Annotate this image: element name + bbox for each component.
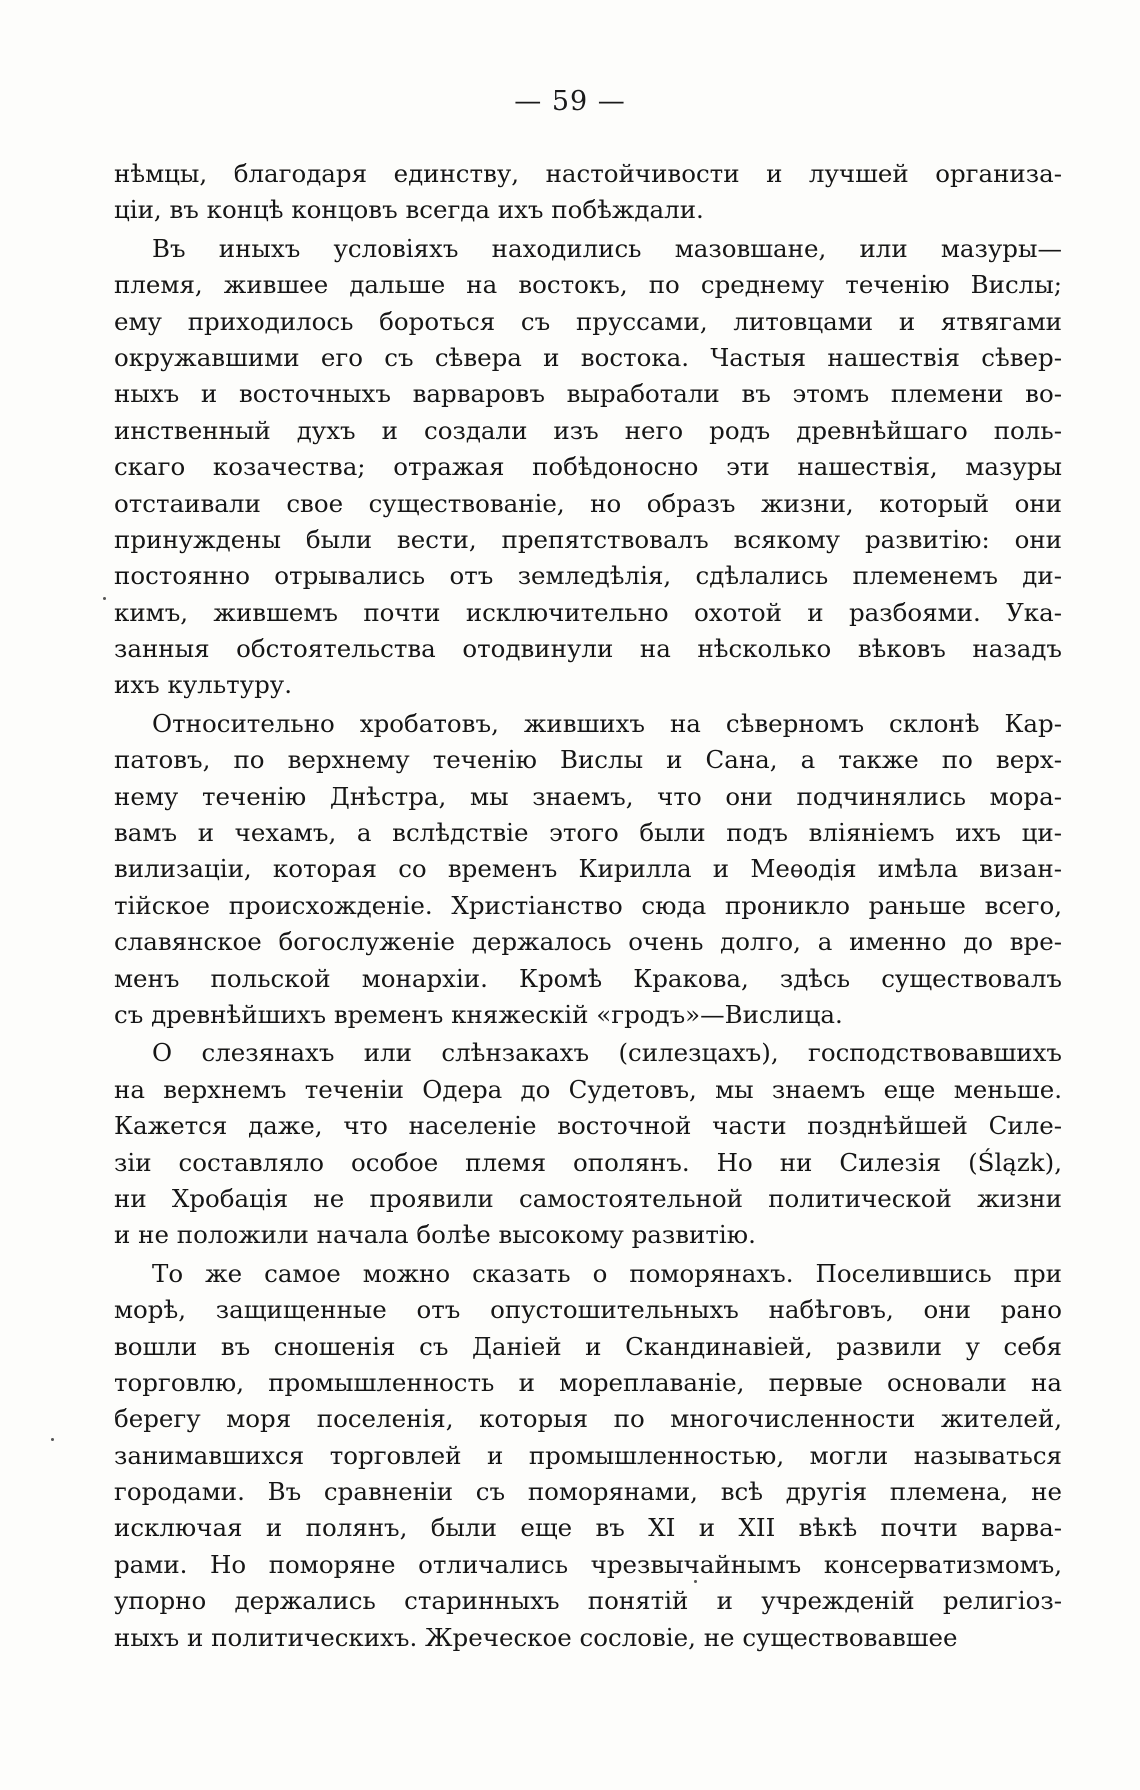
- paragraph: [114, 1256, 1062, 1656]
- text-line: постоянно отрывались отъ земледѣлія, сдѣлались племенемъ ди-: [114, 561, 1062, 591]
- text-line: ихъ культуру.: [114, 670, 293, 700]
- print-speck: [51, 1438, 54, 1441]
- text-line: инственный духъ и создали изъ него родъ древнѣйшаго поль-: [114, 415, 1062, 445]
- text-line: нему теченію Днѣстра, мы знаемъ, что они подчинялись мора-: [114, 781, 1062, 811]
- text-line: рами. Но поморяне отличались чрезвычайнымъ консерватизмомъ,: [114, 1549, 1062, 1579]
- paragraph: [114, 231, 1062, 704]
- text-line: морѣ, защищенные отъ опустошительныхъ набѣговъ, они рано: [114, 1295, 1062, 1325]
- text-line: Кажется даже, что населеніе восточной части позднѣйшей Силе-: [114, 1111, 1062, 1141]
- paragraph: [114, 1035, 1062, 1253]
- text-line: городами. Въ сравненіи съ поморянами, всѣ другія племена, не: [114, 1477, 1062, 1507]
- text-line: берегу моря поселенія, которыя по многочисленности жителей,: [114, 1404, 1062, 1434]
- text-line: То же самое можно сказать о поморянахъ. Поселившись при: [152, 1258, 1062, 1288]
- text-line: племя, жившее дальше на востокъ, по среднему теченію Вислы;: [114, 270, 1062, 300]
- text-line: ціи, въ концѣ концовъ всегда ихъ побѣждали.: [114, 195, 704, 225]
- paragraph: [114, 706, 1062, 1034]
- text-line: вошли въ сношенія съ Даніей и Скандинавіей, развили у себя: [114, 1331, 1062, 1361]
- text-line: вамъ и чехамъ, а вслѣдствіе этого были подъ вліяніемъ ихъ ци-: [114, 818, 1062, 848]
- text-line: ныхъ и восточныхъ варваровъ выработали въ этомъ племени во-: [114, 379, 1062, 409]
- paragraph: [114, 156, 1062, 229]
- print-speck: [103, 597, 106, 600]
- text-line: скаго козачества; отражая побѣдоносно эти нашествія, мазуры: [114, 452, 1062, 482]
- text-line: принуждены были вести, препятствовалъ всякому развитію: они: [114, 524, 1062, 554]
- page-number: — 59 —: [514, 86, 626, 117]
- text-line: и не положили начала болѣе высокому развитію.: [114, 1220, 756, 1250]
- text-line: ему приходилось бороться съ пруссами, литовцами и ятвягами: [114, 306, 1062, 336]
- text-line: занимавшихся торговлей и промышленностью, могли называться: [114, 1440, 1062, 1470]
- text-line: славянское богослуженіе держалось очень долго, а именно до вре-: [114, 927, 1062, 957]
- text-line: торговлю, промышленность и мореплаваніе, первые основали на: [114, 1367, 1062, 1397]
- text-line: ни Хробація не проявили самостоятельной политической жизни: [114, 1183, 1062, 1213]
- text-line: съ древнѣйшихъ временъ княжескій «гродъ»—Вислица.: [114, 999, 843, 1029]
- text-line: кимъ, жившемъ почти исключительно охотой и разбоями. Ука-: [114, 597, 1062, 627]
- text-line: зіи составляло особое племя ополянъ. Но ни Силезія (Ślązk),: [114, 1147, 1062, 1177]
- text-line: занныя обстоятельства отодвинули на нѣсколько вѣковъ назадъ: [114, 634, 1062, 664]
- text-line: нѣмцы, благодаря единству, настойчивости и лучшей организа-: [114, 159, 1062, 188]
- body-text: [114, 156, 1062, 1658]
- text-line: ныхъ и политическихъ. Жреческое сословіе, не существовавшее: [114, 1622, 958, 1652]
- text-line: патовъ, по верхнему теченію Вислы и Сана, а также по верх-: [114, 745, 1062, 775]
- text-line: менъ польской монархіи. Кромѣ Кракова, здѣсь существовалъ: [114, 963, 1062, 993]
- text-line: на верхнемъ теченіи Одера до Судетовъ, мы знаемъ еще меньше.: [114, 1074, 1062, 1104]
- print-speck: [694, 1580, 697, 1583]
- text-line: исключая и полянъ, были еще въ XI и XII вѣкѣ почти варва-: [114, 1513, 1062, 1543]
- text-line: упорно держались старинныхъ понятій и учрежденій религіоз-: [114, 1586, 1062, 1616]
- text-line: вилизаціи, которая со временъ Кирилла и Меѳодія имѣла визан-: [114, 854, 1062, 884]
- text-line: тійское происхожденіе. Христіанство сюда проникло раньше всего,: [114, 890, 1062, 920]
- text-line: Относительно хробатовъ, жившихъ на сѣверномъ склонѣ Кар-: [152, 708, 1062, 738]
- text-line: окружавшими его съ сѣвера и востока. Частыя нашествія сѣвер-: [114, 342, 1062, 372]
- text-line: отстаивали свое существованіе, но образъ жизни, который они: [114, 488, 1062, 518]
- text-line: О слезянахъ или слѣнзакахъ (силезцахъ), господствовавшихъ: [152, 1038, 1062, 1068]
- text-line: Въ иныхъ условіяхъ находились мазовшане, или мазуры—: [152, 233, 1062, 263]
